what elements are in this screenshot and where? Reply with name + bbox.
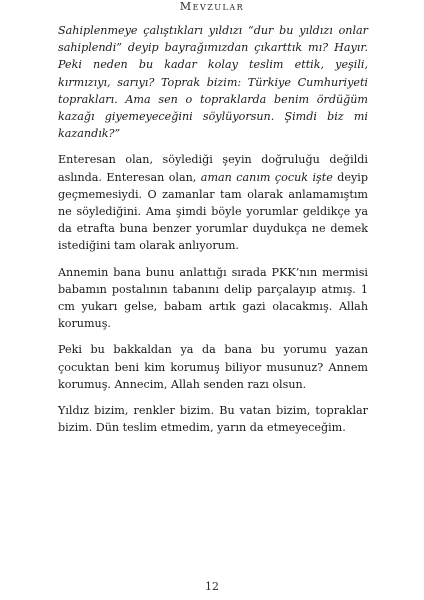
page-number: 12 <box>205 580 219 593</box>
paragraph-2 <box>58 151 368 254</box>
paragraph-5: Yıldız bizim, renkler bizim. Bu vatan bizim, topraklar bizim. Dün teslim etmedim, yarın da etmeyeceğim. <box>58 404 368 435</box>
paragraph-4: Peki bu bakkaldan ya da bana bu yorumu yazan çocuktan beni kim korumuş biliyor musunuz? Annem korumuş. Annecim, Allah senden razı olsun. <box>58 343 368 391</box>
paragraph-2-end: deyip geçmemesiydi. O zamanlar tam olarak anlamamıştım ne söylediğini. Ama şimdi böyle yorumlar geldikçe ya da etrafta buna benzer yorumlar duydukça ne demek istediğini tam olarak anlıyorum. <box>58 170 368 253</box>
paragraph-2-start: Enteresan olan, söylediği şeyin doğruluğu değildi aslında. Enteresan olan, <box>58 153 368 184</box>
running-header: Mevzular <box>179 0 245 13</box>
paragraph-quote: Sahiplenmeye çalıştıkları yıldızı “dur bu yıldızı onlar sahiplendi” deyip bayrağımızdan çıkarttık mı? Hayır. Peki neden bu kadar kolay teslim ettik, yeşili, kırmızıyı, sarıyı? Toprak bizim: Türkiye Cumhuriyeti toprakları. Ama sen o topraklarda benim ördüğüm kazağı giyemeyeceğini söylüyorsun. Şimdi biz mi kazandık?” <box>58 24 368 141</box>
paragraph-2-emphasis: aman canım çocuk işte <box>200 170 333 184</box>
body-text <box>58 22 368 445</box>
paragraph-3: Annemin bana bunu anlattığı sırada PKK’nın mermisi babamın postalının tabanını delip parçalayıp atmış. 1 cm yukarı gelse, babam artık gazi olacakmış. Allah korumuş. <box>58 265 368 331</box>
